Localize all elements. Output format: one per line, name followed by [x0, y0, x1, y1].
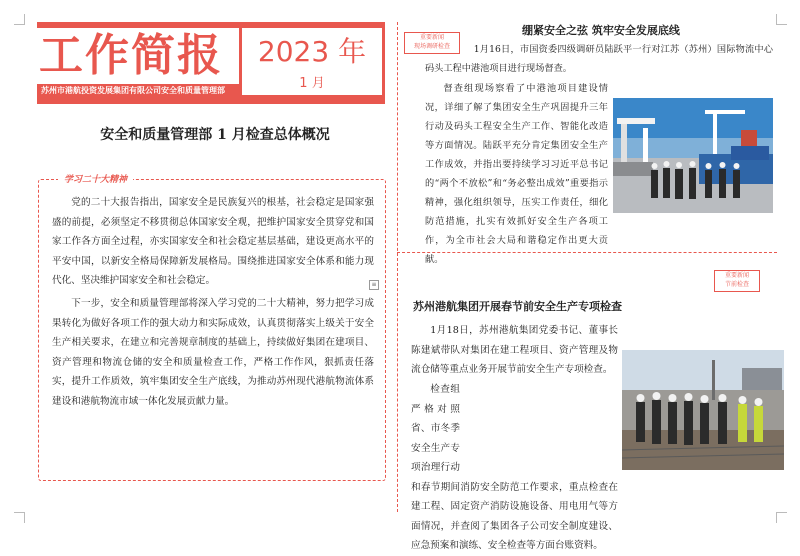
- study-box-tag: 学习二十大精神: [58, 172, 133, 185]
- column-divider: [397, 22, 398, 512]
- paste-icon[interactable]: ≡: [369, 280, 379, 290]
- stamp-line: 重要新闻: [419, 34, 444, 41]
- issue-year: 2023 年: [257, 35, 367, 68]
- issue-month: 1 月: [299, 76, 325, 91]
- crop-mark: [14, 14, 25, 25]
- stamp-line: 节前检查: [724, 281, 749, 288]
- stamp-line: 现场调研检查: [413, 43, 450, 50]
- top-paragraph-2: [425, 79, 773, 269]
- site-inspection-photo: [622, 350, 784, 470]
- top-paragraph-2-text: 督查组现场察看了中港池项目建设情况，详细了解了集团安全生产巩固提升三年行动及码头工程安全生产工作、智能化改造等方面情况。陆跃平充分肯定集团安全生产工作成效，并指出要持续学习习近平总书记的“两个不放松”和“务必整出成效”重要指示精神，强化组织领导，压实工作责任，细化防范措施，扎实有效抓好安全生产各项工作，为全市社会大局和谐稳定作出更大贡献。: [425, 83, 608, 265]
- issue-box: [242, 28, 382, 95]
- bottom-article-title: 苏州港航集团开展春节前安全生产专项检查: [413, 300, 622, 313]
- crop-mark: [776, 14, 787, 25]
- left-paragraph-2: 下一步，安全和质量管理部将深入学习党的二十大精神，努力把学习成果转化为做好各项工作的强大动力和实际成效，认真贯彻落实上级关于安全生产相关要求，在建立和完善规章制度的基础上，持续做好集团在建项目、资产管理和物流仓储的安全和质量检查工作，严格工作作风，狠抓责任落实，提升工作质效，筑牢集团安全生产底线，为推动苏州现代港航物流体系建设和港航物流市域一体化发展贡献力量。: [52, 298, 374, 407]
- news-stamp-bottom: [714, 270, 760, 292]
- bottom-paragraph-2: 检查组严格对照省、市冬季安全生产专项治理行动和春节期间消防安全防范工作要求，重点检查在建工程、固定资产消防设施设备、用电用气等方面情况，并查阅了集团各子公司安全制度建设、应急预案和演练、安全检查等方面台账资料。: [411, 384, 618, 551]
- top-article-title: 绷紧安全之弦 筑牢安全发展底线: [522, 24, 680, 37]
- masthead: [37, 22, 385, 104]
- stamp-line: 重要新闻: [724, 272, 749, 279]
- masthead-title: 工作简报: [37, 28, 239, 84]
- masthead-org: 苏州市港航投资发展集团有限公司安全和质量管理部: [41, 86, 225, 95]
- top-paragraph-1: 1月16日，市国资委四级调研员陆跃平一行对江苏（苏州）国际物流中心码头工程中港池项目进行现场督查。: [425, 44, 773, 74]
- bottom-paragraph-1: 1月18日，苏州港航集团党委书记、董事长陈建斌带队对集团在建工程项目、资产管理及物流仓储等重点业务开展节前安全生产专项检查。: [411, 325, 618, 375]
- left-paragraph-1: 党的二十大报告指出，国家安全是民族复兴的根基，社会稳定是国家强盛的前提，必须坚定不移贯彻总体国家安全观，把维护国家安全贯穿党和国家工作各方面全过程，亦实国家安全和社会稳定基层基础，建设更高水平的平安中国，以新安全格局保障新发展格局。围绕推进国家安全体系和能力现代化、坚决维护国家安全和社会稳定。: [52, 197, 374, 286]
- crop-mark: [14, 512, 25, 523]
- crop-mark: [776, 512, 787, 523]
- left-article-title: 安全和质量管理部 1 月检查总体概况: [100, 127, 330, 143]
